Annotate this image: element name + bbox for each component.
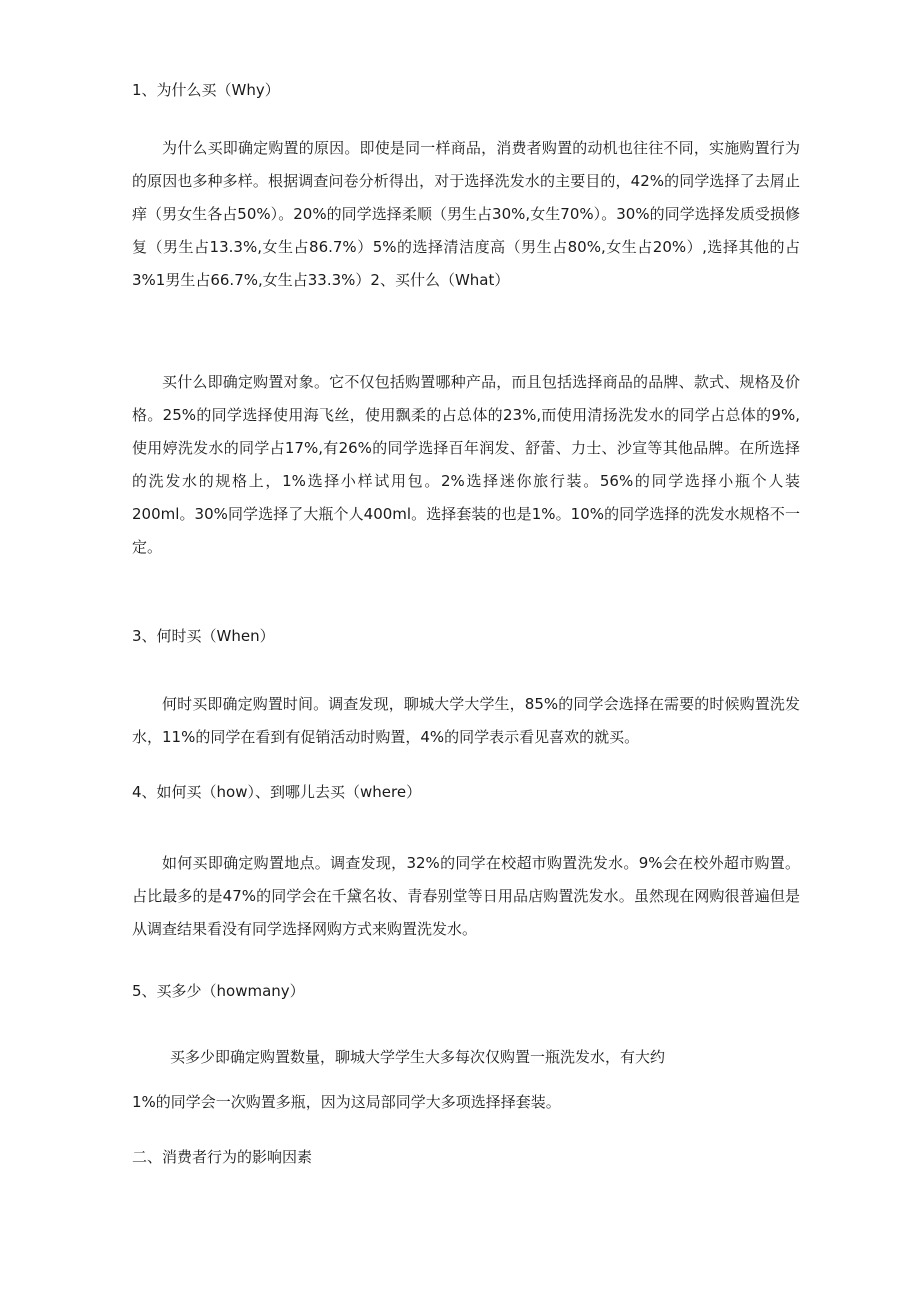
paragraph-how-where: 如何买即确定购置地点。调查发现，32%的同学在校超市购置洗发水。9%会在校外超市购置。占比最多的是47%的同学会在千黛名妆、青春别堂等日用品店购置洗发水。虽然现在网购很普遍但是从调查结果看没有同学选择网购方式来购置洗发水。: [132, 854, 800, 938]
paragraph-how-many-line-2: 1%的同学会一次购置多瓶，因为这局部同学大多项选择择套装。: [132, 1093, 561, 1111]
section-heading-why: 1、为什么买（Why）: [132, 81, 280, 99]
paragraph-how-many-line-1: 买多少即确定购置数量，聊城大学学生大多每次仅购置一瓶洗发水，有大约: [170, 1048, 666, 1066]
chapter-heading-influence-factors: 二、消费者行为的影响因素: [132, 1148, 313, 1166]
paragraph-what: 买什么即确定购置对象。它不仅包括购置哪种产品，而且包括选择商品的品牌、款式、规格及价格。25%的同学选择使用海飞丝，使用飘柔的占总体的23%,而使用清扬洗发水的同学占总体的9%,使用婷洗发水的同学占17%,有26%的同学选择百年润发、舒蕾、力士、沙宣等其他品牌。在所选择的洗发水的规格上，1%选择小样试用包。2%选择迷你旅行装。56%的同学选择小瓶个人装200ml。30%同学选择了大瓶个人400ml。选择套装的也是1%。10%的同学选择的洗发水规格不一定。: [132, 373, 800, 556]
section-heading-how-many: 5、买多少（howmany）: [132, 982, 305, 1000]
paragraph-when: 何时买即确定购置时间。调查发现，聊城大学大学生，85%的同学会选择在需要的时候购置洗发水，11%的同学在看到有促销活动时购置，4%的同学表示看见喜欢的就买。: [132, 695, 800, 746]
section-heading-when: 3、何时买（When）: [132, 627, 275, 645]
paragraph-why: 为什么买即确定购置的原因。即使是同一样商品，消费者购置的动机也往往不同，实施购置行为的原因也多种多样。根据调查问卷分析得出，对于选择洗发水的主要目的，42%的同学选择了去屑止痒（男女生各占50%）。20%的同学选择柔顺（男生占30%,女生70%）。30%的同学选择发质受损修复（男生占13.3%,女生占86.7%）5%的选择清洁度高（男生占80%,女生占20%）,选择其他的占3%1男生占66.7%,女生占33.3%）2、买什么（What）: [132, 139, 800, 289]
section-heading-how-where: 4、如何买（how）、到哪儿去买（where）: [132, 783, 422, 801]
